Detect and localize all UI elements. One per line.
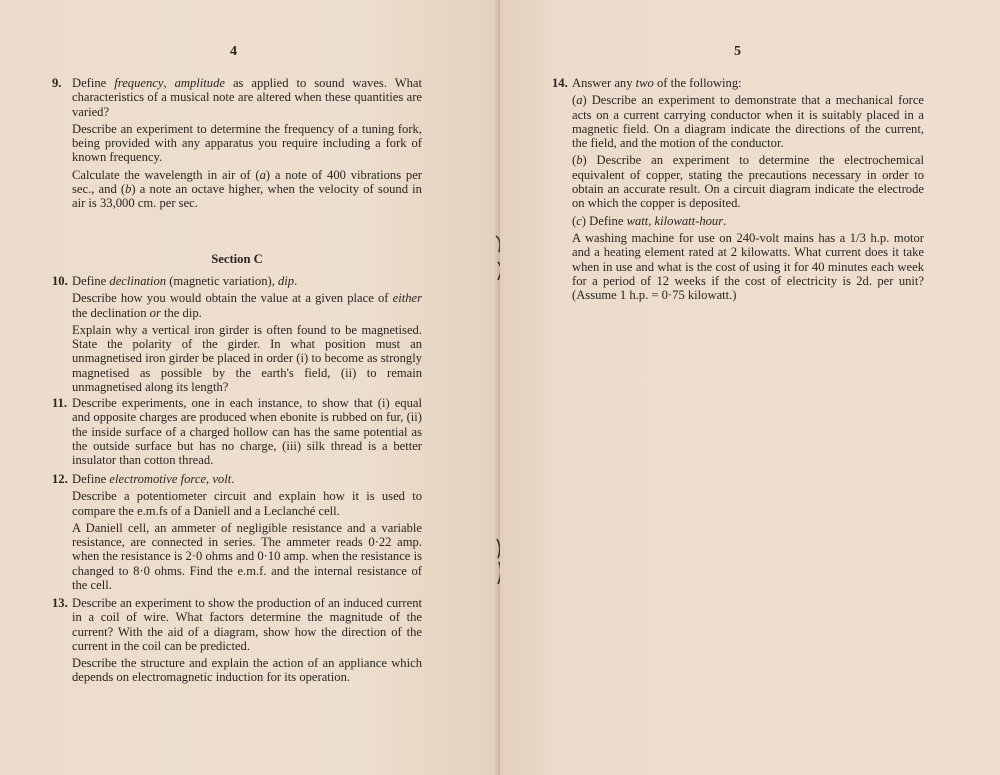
emphasis: dip <box>278 274 295 288</box>
page-number: 5 <box>734 44 741 59</box>
text: Answer any <box>572 76 636 90</box>
paragraph: A washing machine for use on 240-volt mains has a 1/3 h.p. motor and a heating element rated at 2 kilowatts. What current does it take when in use and what is the cost of using it for 40 minutes each week for a period of 12 weeks if the cost of electricity is 2d. per unit? (Assume 1 h.p. = 0·75 kilowatt.) <box>572 230 924 303</box>
emphasis: electromotive force, volt <box>109 472 232 486</box>
question-number: 11. <box>52 396 68 410</box>
emphasis: a <box>576 93 583 108</box>
text: Define <box>72 274 110 288</box>
text: . <box>231 472 235 486</box>
emphasis: or <box>149 305 161 320</box>
text: (magnetic variation), <box>166 274 278 288</box>
emphasis: frequency <box>114 76 164 90</box>
text: ( <box>572 213 577 228</box>
question-number: 12. <box>52 472 68 486</box>
question-9 <box>52 76 422 214</box>
question-14 <box>552 76 924 305</box>
text: Calculate the wavelength in air of ( <box>72 167 260 182</box>
text: ) Describe an experiment to demonstrate that a mechanical force acts on a current carrying conductor when it is suitably placed in a magnetic field. On a diagram indicate the directions of the current, the field, and the motion of the conductor. <box>572 93 924 151</box>
emphasis: declination <box>109 274 167 288</box>
text: the declination <box>72 305 150 320</box>
text: Describe experiments, one in each instance, to show that (i) equal and opposite charges are produced when ebonite is rubbed on fur, (ii) the inside surface of a charged hollow can has the same potential as the outside surface but has no charge, (iii) silk thread is a better insulator than cotton thread. <box>72 396 422 468</box>
text: Define <box>72 76 115 90</box>
emphasis: either <box>392 291 422 306</box>
text: ) a note of 400 vibrations per sec., and ( <box>72 167 422 197</box>
question-13 <box>52 596 422 688</box>
text: ) Describe an experiment to determine the electrochemical equivalent of copper, stating the precautions necessary in order to obtain an accurate result. On a circuit diagram indicate the electrode on which the copper is deposited. <box>572 153 924 211</box>
text: , <box>163 76 175 90</box>
text: ( <box>572 153 577 168</box>
question-number: 10. <box>52 274 68 288</box>
text: as applied to sound waves. What characteristics of a musical note are altered when these quantities are varied? <box>72 76 423 119</box>
page-number: 4 <box>230 44 237 59</box>
text: . <box>294 274 298 288</box>
text: Describe an experiment to show the production of an induced current in a coil of wire. What factors determine the magnitude of the current? With the aid of a diagram, show how the direction of the current in the coil can be predicted. <box>72 596 422 653</box>
text: the dip. <box>160 305 202 320</box>
question-11 <box>52 396 422 470</box>
emphasis: c <box>576 213 582 228</box>
question-10 <box>52 274 422 397</box>
emphasis: b <box>576 153 583 168</box>
question-number: 13. <box>52 596 68 610</box>
text: ) a note an octave higher, when the velocity of sound in air is 33,000 cm. per sec. <box>72 182 422 211</box>
section-title: Section C <box>211 252 263 266</box>
question-number: 9. <box>52 76 62 90</box>
text: of the following: <box>653 76 742 90</box>
emphasis: amplitude <box>174 76 225 90</box>
emphasis: b <box>125 182 132 197</box>
text: Define <box>72 472 110 486</box>
question-12 <box>52 472 422 595</box>
paragraph: A Daniell cell, an ammeter of negligible resistance and a variable resistance, are connected in series. The ammeter reads 0·22 amp. when the resistance is 2·0 ohms and 0·10 amp. when the resistance is changed to 8·0 ohms. Find the e.m.f. and the internal resistance of the cell. <box>72 520 422 593</box>
text: ( <box>572 93 577 108</box>
emphasis: two <box>635 76 654 90</box>
text: ) Define <box>581 213 627 228</box>
right-page <box>500 0 1000 775</box>
emphasis: a <box>259 167 266 182</box>
paragraph: Describe an experiment to determine the frequency of a tuning fork, being provided with any apparatus you require including a fork of known frequency. <box>72 121 422 165</box>
paragraph: Explain why a vertical iron girder is often found to be magnetised. State the polarity of the girder. In what position must an unmagnetised iron girder be placed in order (i) to become as strongly magnetised as possible by the earth's field, (ii) to remain unmagnetised along its length? <box>72 322 422 395</box>
emphasis: watt, kilowatt-hour <box>626 213 724 228</box>
question-number: 14. <box>552 76 568 90</box>
text: . <box>723 213 727 228</box>
paragraph: Describe the structure and explain the action of an appliance which depends on electromagnetic induction for its operation. <box>72 656 422 685</box>
paragraph: Describe a potentiometer circuit and explain how it is used to compare the e.m.fs of a Daniell and a Leclanché cell. <box>72 489 422 518</box>
text: Describe how you would obtain the value at a given place of <box>72 291 393 306</box>
